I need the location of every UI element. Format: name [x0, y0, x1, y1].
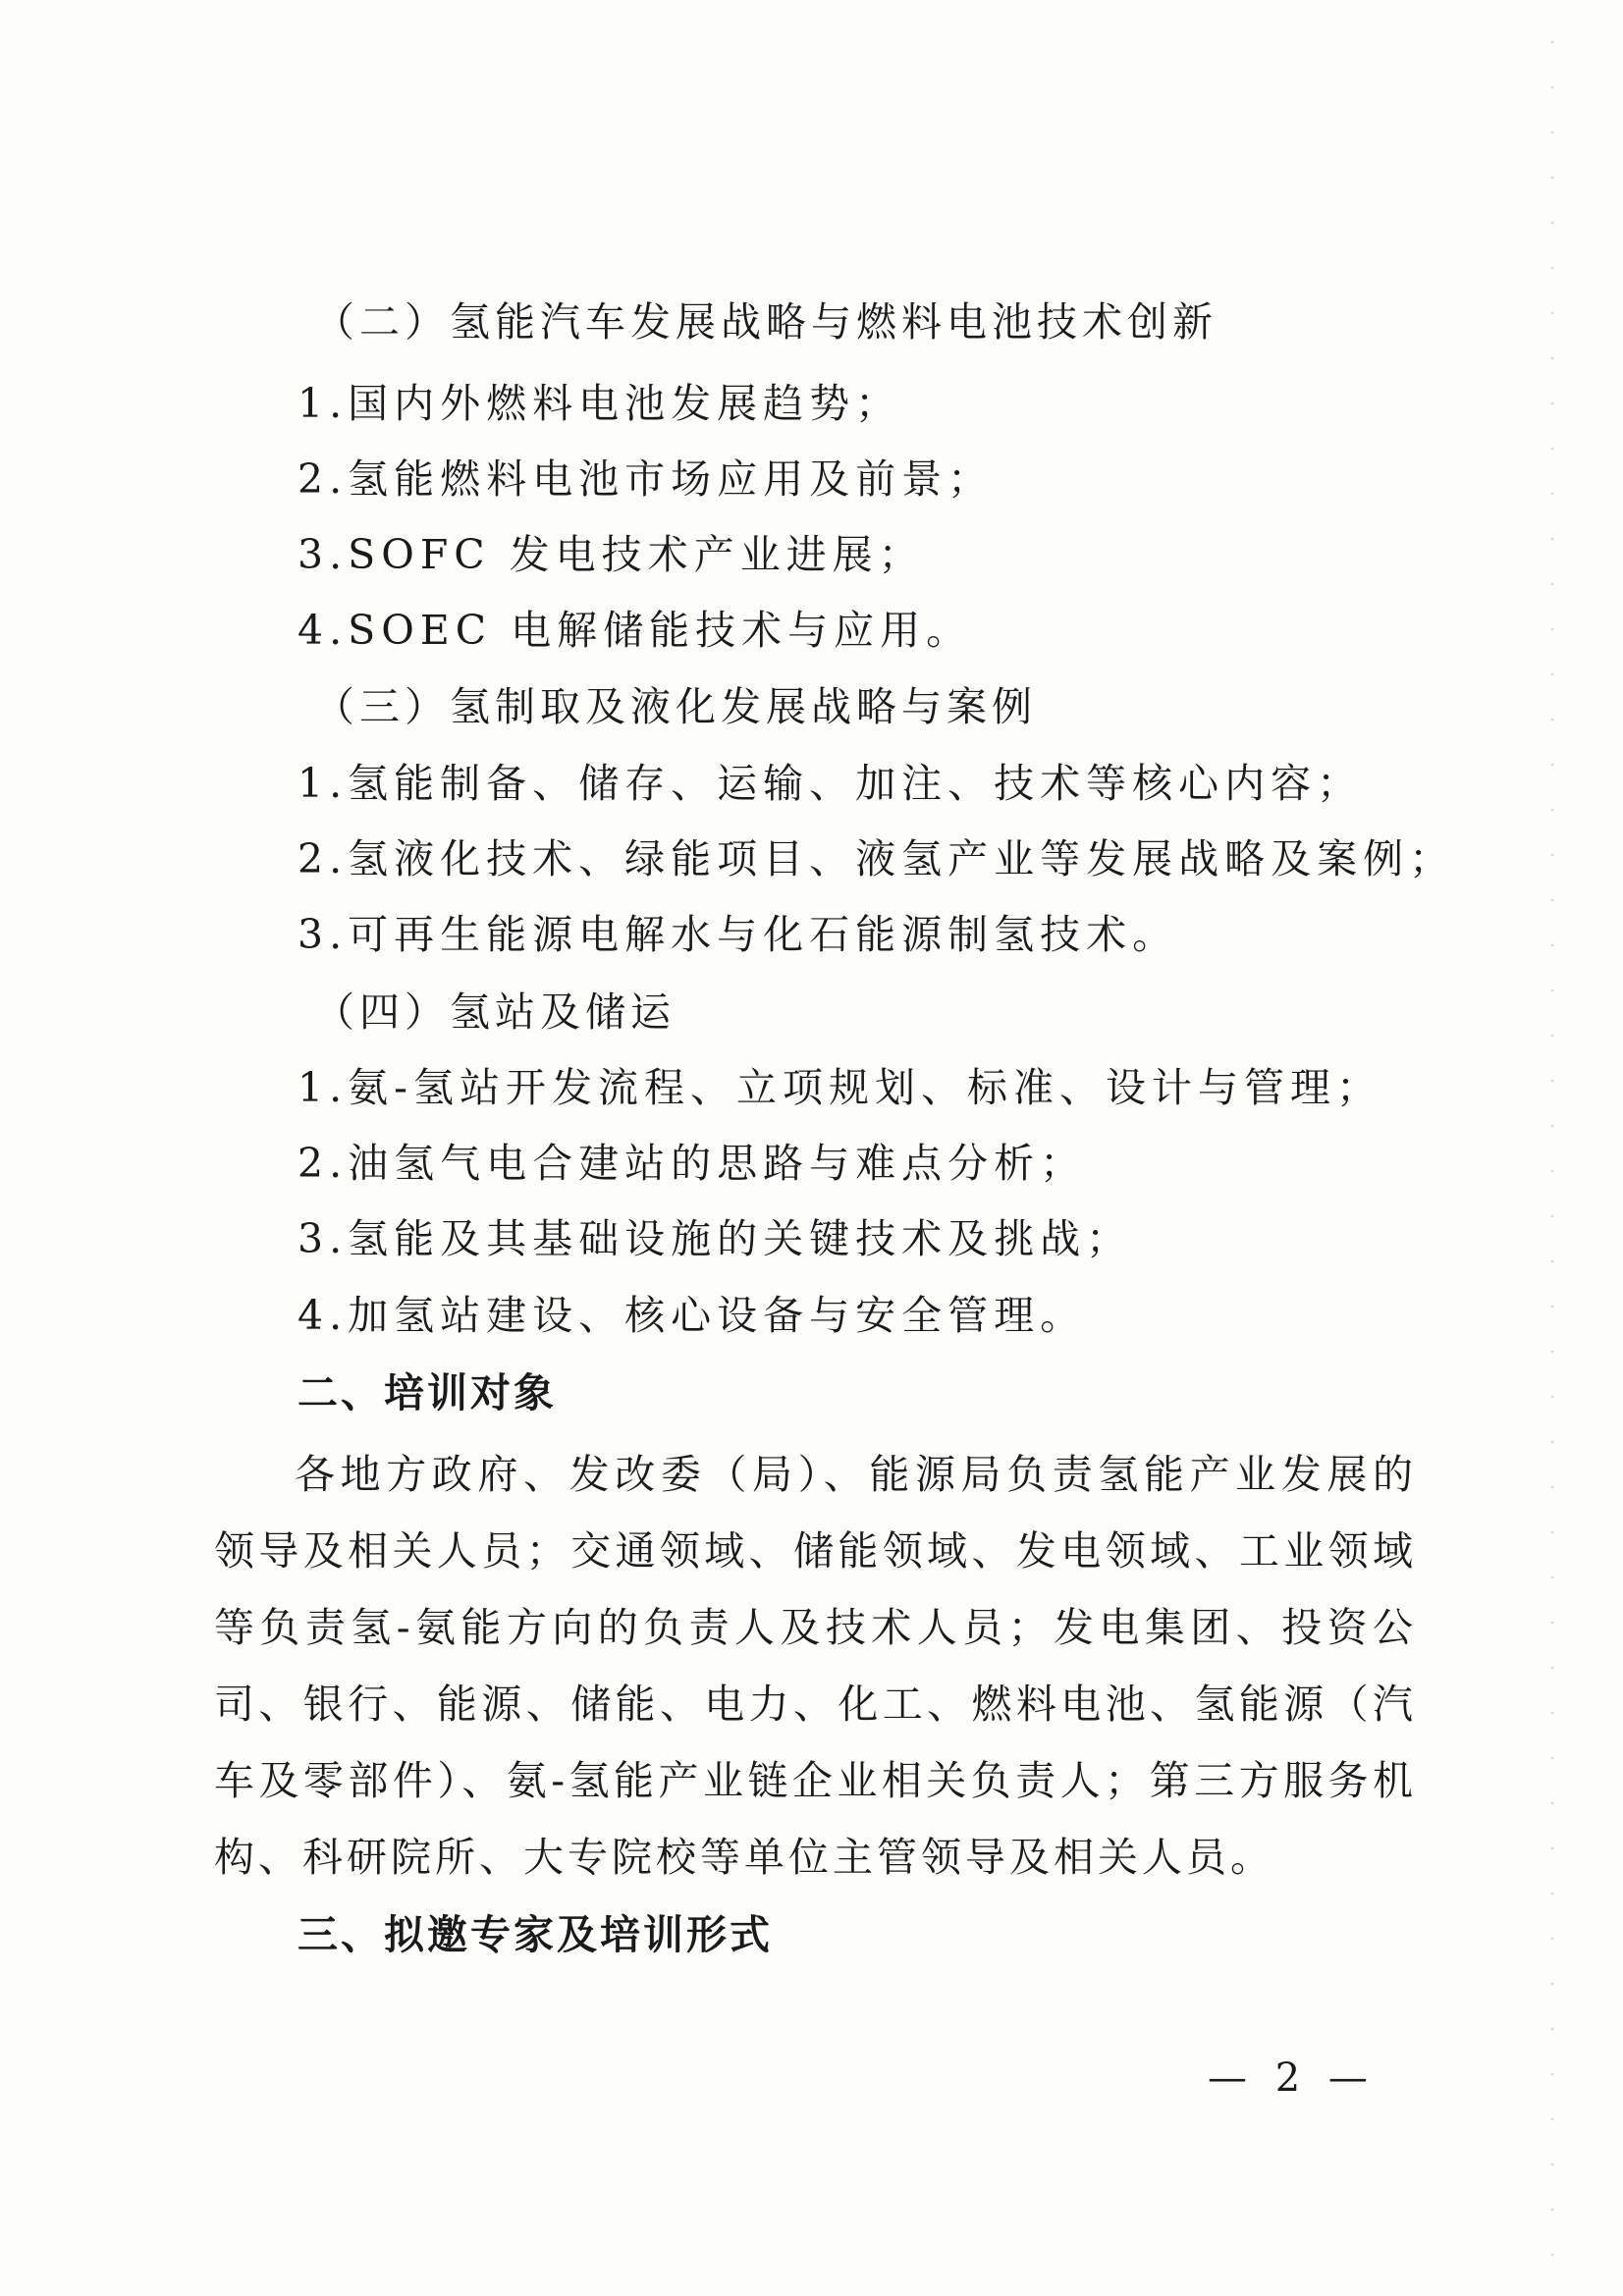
list-item: 1.氨-氢站开发流程、立项规划、标准、设计与管理； — [298, 1064, 1382, 1111]
list-item: 3.氢能及其基础设施的关键技术及挑战； — [298, 1215, 1133, 1262]
section-title-4: （四）氢站及储运 — [314, 988, 676, 1036]
list-item: 2.氢能燃料电池市场应用及前景； — [298, 455, 995, 503]
section-title-3: （三）氢制取及液化发展战略与案例 — [314, 683, 1037, 730]
list-item: 1.国内外燃料电池发展趋势； — [298, 380, 902, 427]
list-item: 3.可再生能源电解水与化石能源制氢技术。 — [298, 911, 1179, 958]
scan-edge-marks — [1550, 20, 1554, 2277]
heading-training-targets: 二、培训对象 — [298, 1369, 557, 1416]
heading-experts: 三、拟邀专家及培训形式 — [298, 1911, 773, 1958]
list-item: 2.氢液化技术、绿能项目、液氢产业等发展战略及案例； — [298, 835, 1456, 882]
list-item: 2.油氢气电合建站的思路与难点分析； — [298, 1140, 1087, 1187]
list-item: 4.加氢站建设、核心设备与安全管理。 — [298, 1292, 1087, 1339]
list-item: 3.SOFC 发电技术产业进展； — [298, 531, 925, 578]
list-item: 1.氢能制备、储存、运输、加注、技术等核心内容； — [298, 760, 1364, 807]
section-title-2: （二）氢能汽车发展战略与燃料电池技术创新 — [314, 298, 1217, 346]
list-item: 4.SOEC 电解储能技术与应用。 — [298, 607, 973, 654]
training-targets-paragraph: 各地方政府、发改委（局）、能源局负责氢能产业发展的领导及相关人员；交通领域、储能领域、发电领域、工业领域等负责氢-氨能方向的负责人及技术人员；发电集团、投资公司、银行、能源、储能、电力、化工、燃料电池、氢能源（汽车及零部件）、氨-氢能产业链企业相关负责人；第三方服务机构、科研院所、大专院校等单位主管领导及相关人员。 — [214, 1451, 1417, 1881]
page-number: — 2 — — [1208, 2056, 1376, 2101]
